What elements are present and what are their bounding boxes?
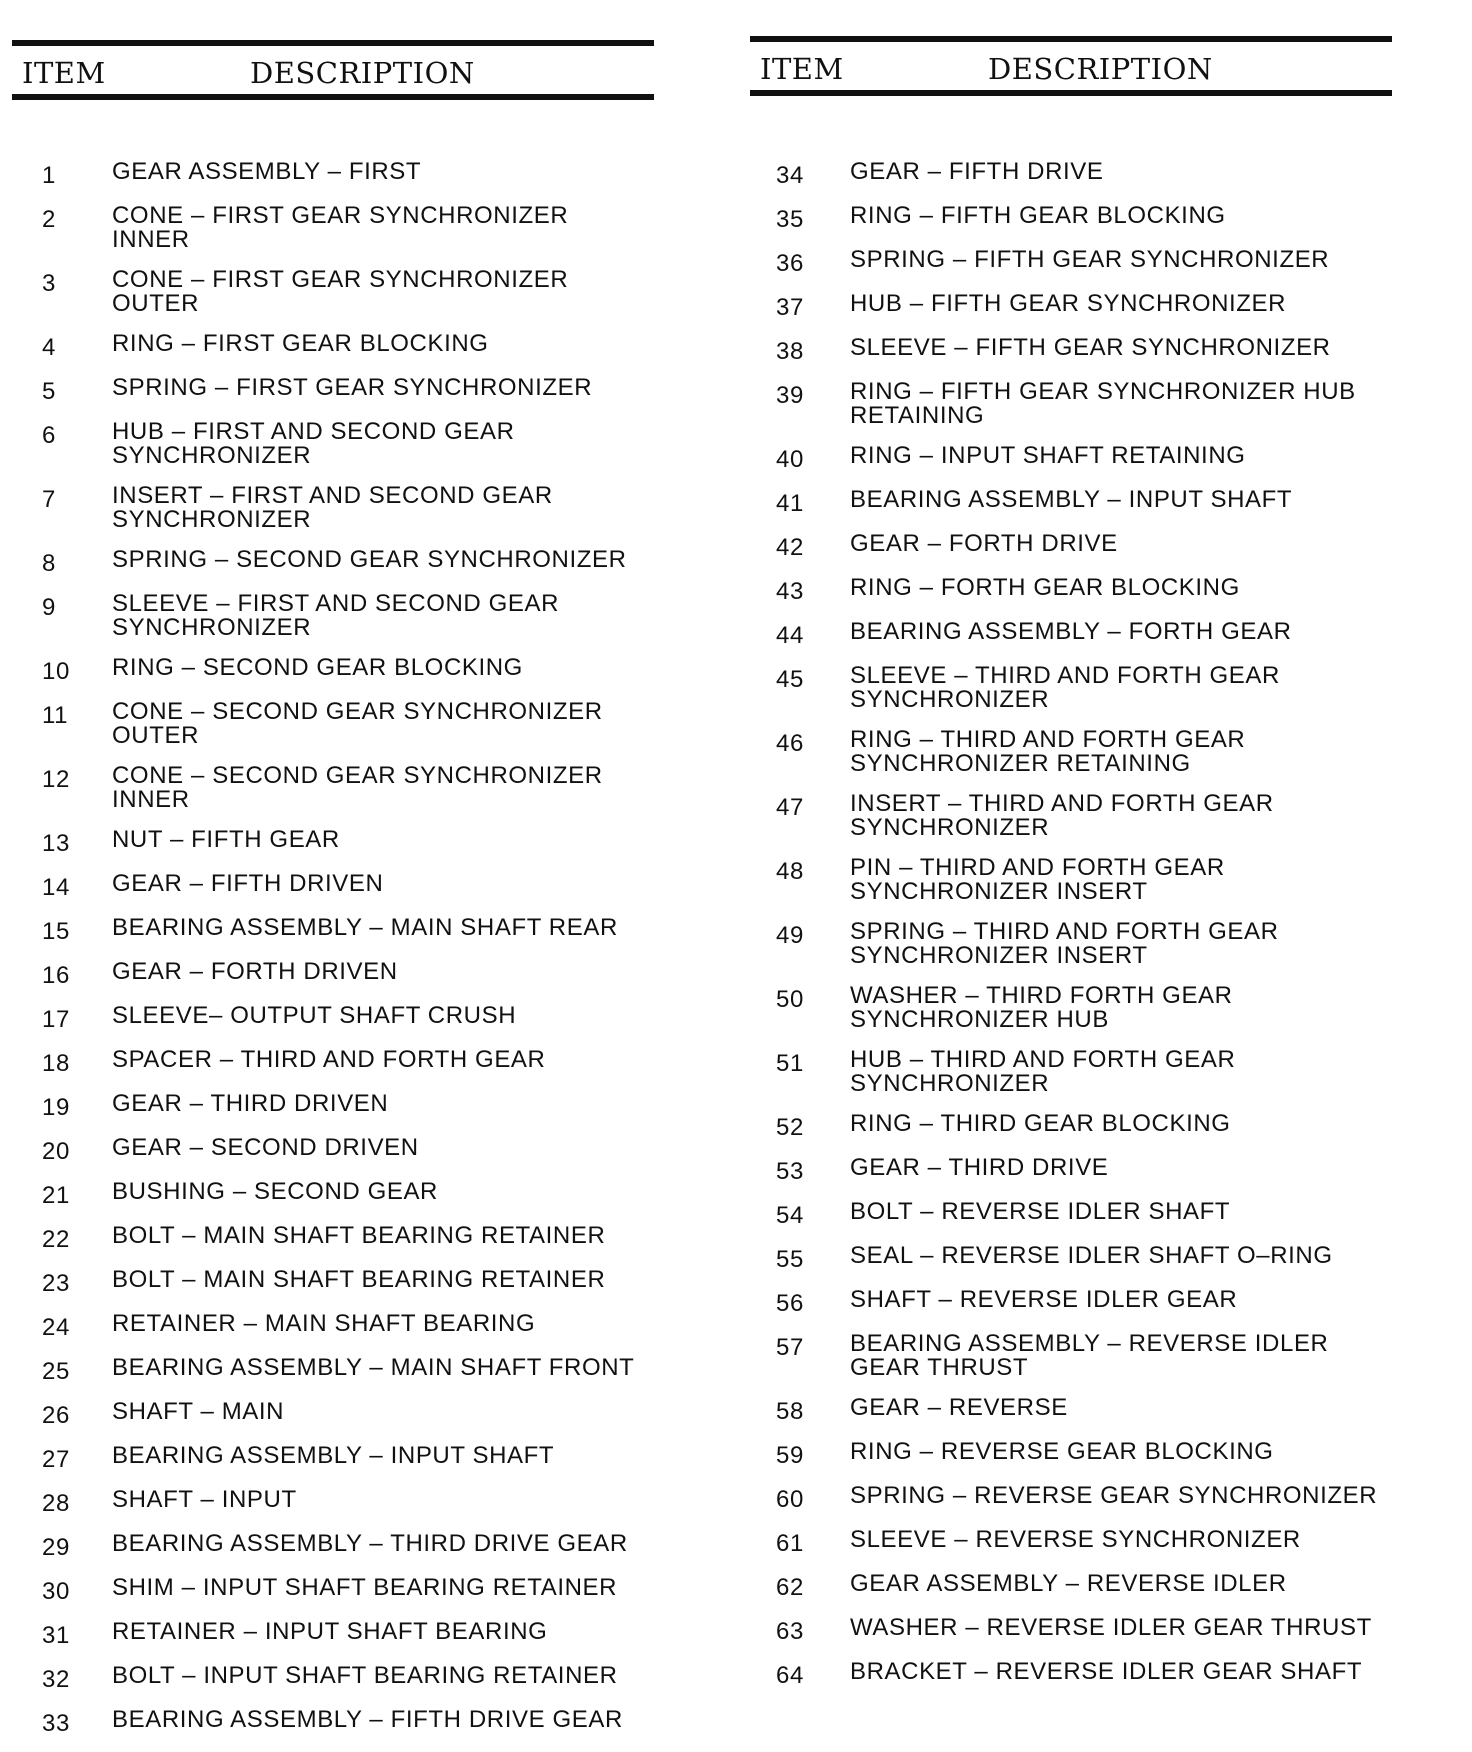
item-description: BEARING ASSEMBLY – INPUT SHAFT (112, 1442, 555, 1469)
item-number: 29 (42, 1534, 70, 1561)
item-description: BEARING ASSEMBLY – REVERSE IDLER GEAR THRUST (850, 1330, 1329, 1381)
table-row (750, 1156, 1392, 1184)
table-row (750, 920, 1392, 968)
item-number: 40 (776, 446, 804, 473)
item-description: SLEEVE – FIFTH GEAR SYNCHRONIZER (850, 334, 1331, 361)
table-row (750, 292, 1392, 320)
description-column-header: DESCRIPTION (250, 56, 475, 90)
item-number: 16 (42, 962, 70, 989)
item-number: 39 (776, 382, 804, 409)
table-row (12, 916, 654, 944)
table-header (12, 40, 654, 100)
item-number: 44 (776, 622, 804, 649)
item-column-header: ITEM (760, 52, 844, 86)
item-description: SHIM – INPUT SHAFT BEARING RETAINER (112, 1574, 618, 1601)
item-description: CONE – SECOND GEAR SYNCHRONIZER OUTER (112, 698, 603, 749)
item-number: 7 (42, 486, 56, 513)
table-row (12, 332, 654, 360)
item-number: 2 (42, 206, 56, 233)
table-row (12, 1708, 654, 1736)
table-row (750, 984, 1392, 1032)
item-description: SHAFT – MAIN (112, 1398, 285, 1425)
item-number: 61 (776, 1530, 804, 1557)
item-description: GEAR – FIFTH DRIVEN (112, 870, 384, 897)
table-header (750, 36, 1392, 96)
table-row (750, 1288, 1392, 1316)
item-description: CONE – SECOND GEAR SYNCHRONIZER INNER (112, 762, 603, 813)
item-number: 47 (776, 794, 804, 821)
item-description: BEARING ASSEMBLY – MAIN SHAFT FRONT (112, 1354, 635, 1381)
table-row (12, 592, 654, 640)
item-description: RING – THIRD GEAR BLOCKING (850, 1110, 1231, 1137)
table-row (12, 1532, 654, 1560)
item-number: 38 (776, 338, 804, 365)
item-number: 20 (42, 1138, 70, 1165)
item-description: BOLT – MAIN SHAFT BEARING RETAINER (112, 1266, 606, 1293)
table-row (12, 656, 654, 684)
item-description: GEAR ASSEMBLY – REVERSE IDLER (850, 1570, 1287, 1597)
table-row (12, 1224, 654, 1252)
table-row (12, 1092, 654, 1120)
item-number: 36 (776, 250, 804, 277)
item-description: RING – FIFTH GEAR SYNCHRONIZER HUB RETAINING (850, 378, 1356, 429)
item-number: 10 (42, 658, 70, 685)
item-description: SPRING – THIRD AND FORTH GEAR SYNCHRONIZER INSERT (850, 918, 1279, 969)
item-number: 27 (42, 1446, 70, 1473)
item-number: 26 (42, 1402, 70, 1429)
table-row (750, 1528, 1392, 1556)
item-description: SPRING – REVERSE GEAR SYNCHRONIZER (850, 1482, 1378, 1509)
item-number: 35 (776, 206, 804, 233)
parts-table-right (750, 36, 1392, 1689)
table-row (12, 1488, 654, 1516)
item-description: BEARING ASSEMBLY – THIRD DRIVE GEAR (112, 1530, 628, 1557)
item-number: 32 (42, 1666, 70, 1693)
item-number: 22 (42, 1226, 70, 1253)
item-description: BEARING ASSEMBLY – FIFTH DRIVE GEAR (112, 1706, 623, 1733)
item-description: HUB – FIFTH GEAR SYNCHRONIZER (850, 290, 1287, 317)
table-row (750, 380, 1392, 428)
item-description: RING – REVERSE GEAR BLOCKING (850, 1438, 1274, 1465)
item-number: 31 (42, 1622, 70, 1649)
item-description: HUB – THIRD AND FORTH GEAR SYNCHRONIZER (850, 1046, 1236, 1097)
item-number: 13 (42, 830, 70, 857)
item-number: 46 (776, 730, 804, 757)
item-description: BRACKET – REVERSE IDLER GEAR SHAFT (850, 1658, 1363, 1685)
item-description: RING – FIRST GEAR BLOCKING (112, 330, 489, 357)
item-description: SPRING – FIFTH GEAR SYNCHRONIZER (850, 246, 1330, 273)
item-number: 15 (42, 918, 70, 945)
item-description: BEARING ASSEMBLY – FORTH GEAR (850, 618, 1292, 645)
table-row (750, 532, 1392, 560)
table-row (750, 1112, 1392, 1140)
item-description: BOLT – INPUT SHAFT BEARING RETAINER (112, 1662, 618, 1689)
item-description: GEAR – FORTH DRIVEN (112, 958, 398, 985)
table-row (12, 268, 654, 316)
parts-list-left (12, 160, 654, 1752)
item-number: 14 (42, 874, 70, 901)
item-number: 28 (42, 1490, 70, 1517)
table-row (750, 204, 1392, 232)
description-column-header: DESCRIPTION (988, 52, 1213, 86)
table-row (750, 488, 1392, 516)
item-description: PIN – THIRD AND FORTH GEAR SYNCHRONIZER INSERT (850, 854, 1225, 905)
item-number: 41 (776, 490, 804, 517)
item-description: BEARING ASSEMBLY – INPUT SHAFT (850, 486, 1293, 513)
item-description: BOLT – REVERSE IDLER SHAFT (850, 1198, 1231, 1225)
item-number: 52 (776, 1114, 804, 1141)
item-description: GEAR – SECOND DRIVEN (112, 1134, 419, 1161)
item-description: RING – INPUT SHAFT RETAINING (850, 442, 1246, 469)
table-row (12, 376, 654, 404)
table-row (750, 1660, 1392, 1688)
table-row (12, 872, 654, 900)
table-row (750, 664, 1392, 712)
table-row (750, 620, 1392, 648)
item-number: 3 (42, 270, 56, 297)
item-description: RETAINER – MAIN SHAFT BEARING (112, 1310, 536, 1337)
item-number: 64 (776, 1662, 804, 1689)
table-row (12, 700, 654, 748)
item-description: SLEEVE– OUTPUT SHAFT CRUSH (112, 1002, 517, 1029)
item-number: 25 (42, 1358, 70, 1385)
item-number: 18 (42, 1050, 70, 1077)
item-description: SLEEVE – FIRST AND SECOND GEAR SYNCHRONIZER (112, 590, 560, 641)
item-number: 62 (776, 1574, 804, 1601)
item-number: 45 (776, 666, 804, 693)
item-description: CONE – FIRST GEAR SYNCHRONIZER INNER (112, 202, 569, 253)
item-number: 19 (42, 1094, 70, 1121)
table-row (12, 1620, 654, 1648)
item-number: 11 (42, 702, 69, 729)
item-number: 30 (42, 1578, 70, 1605)
table-row (750, 1440, 1392, 1468)
table-row (750, 1332, 1392, 1380)
table-row (12, 204, 654, 252)
item-description: CONE – FIRST GEAR SYNCHRONIZER OUTER (112, 266, 569, 317)
item-description: INSERT – FIRST AND SECOND GEAR SYNCHRONIZER (112, 482, 553, 533)
item-number: 43 (776, 578, 804, 605)
item-number: 6 (42, 422, 56, 449)
item-description: NUT – FIFTH GEAR (112, 826, 340, 853)
table-row (12, 1576, 654, 1604)
table-row (750, 444, 1392, 472)
table-row (750, 1396, 1392, 1424)
item-number: 9 (42, 594, 56, 621)
item-number: 59 (776, 1442, 804, 1469)
item-description: RING – FORTH GEAR BLOCKING (850, 574, 1240, 601)
item-description: BOLT – MAIN SHAFT BEARING RETAINER (112, 1222, 606, 1249)
item-number: 23 (42, 1270, 70, 1297)
item-number: 51 (776, 1050, 804, 1077)
table-row (750, 160, 1392, 188)
item-description: BEARING ASSEMBLY – MAIN SHAFT REAR (112, 914, 618, 941)
item-description: SLEEVE – THIRD AND FORTH GEAR SYNCHRONIZER (850, 662, 1280, 713)
item-description: SPACER – THIRD AND FORTH GEAR (112, 1046, 546, 1073)
table-row (12, 1048, 654, 1076)
item-column-header: ITEM (22, 56, 106, 90)
item-number: 12 (42, 766, 70, 793)
item-description: GEAR – THIRD DRIVE (850, 1154, 1109, 1181)
item-number: 34 (776, 162, 804, 189)
item-number: 48 (776, 858, 804, 885)
table-row (12, 764, 654, 812)
item-number: 17 (42, 1006, 70, 1033)
item-number: 55 (776, 1246, 804, 1273)
table-row (750, 248, 1392, 276)
parts-table-left (12, 40, 654, 1737)
item-number: 54 (776, 1202, 804, 1229)
table-row (12, 548, 654, 576)
parts-list-right (750, 160, 1392, 1704)
table-row (750, 1048, 1392, 1096)
table-row (750, 1200, 1392, 1228)
item-description: WASHER – REVERSE IDLER GEAR THRUST (850, 1614, 1372, 1641)
table-row (750, 1572, 1392, 1600)
table-row (12, 1180, 654, 1208)
item-description: BUSHING – SECOND GEAR (112, 1178, 438, 1205)
item-description: SPRING – FIRST GEAR SYNCHRONIZER (112, 374, 593, 401)
table-row (750, 336, 1392, 364)
item-number: 4 (42, 334, 56, 361)
table-row (750, 576, 1392, 604)
item-number: 5 (42, 378, 56, 405)
item-number: 50 (776, 986, 804, 1013)
table-row (750, 1244, 1392, 1272)
item-number: 24 (42, 1314, 70, 1341)
item-description: GEAR – REVERSE (850, 1394, 1068, 1421)
item-description: RING – FIFTH GEAR BLOCKING (850, 202, 1226, 229)
item-number: 63 (776, 1618, 804, 1645)
table-row (750, 1616, 1392, 1644)
table-row (12, 828, 654, 856)
item-description: SPRING – SECOND GEAR SYNCHRONIZER (112, 546, 627, 573)
item-description: GEAR – FIFTH DRIVE (850, 158, 1104, 185)
item-number: 21 (42, 1182, 70, 1209)
table-row (12, 1136, 654, 1164)
table-row (12, 1664, 654, 1692)
table-row (12, 1004, 654, 1032)
item-description: GEAR ASSEMBLY – FIRST (112, 158, 422, 185)
item-number: 8 (42, 550, 56, 577)
table-row (750, 1484, 1392, 1512)
table-row (12, 960, 654, 988)
item-number: 56 (776, 1290, 804, 1317)
table-row (12, 1268, 654, 1296)
item-number: 42 (776, 534, 804, 561)
item-number: 1 (42, 162, 56, 189)
table-row (12, 160, 654, 188)
item-description: SLEEVE – REVERSE SYNCHRONIZER (850, 1526, 1301, 1553)
item-description: RING – THIRD AND FORTH GEAR SYNCHRONIZER RETAINING (850, 726, 1246, 777)
table-row (750, 792, 1392, 840)
table-row (12, 1356, 654, 1384)
item-description: RING – SECOND GEAR BLOCKING (112, 654, 523, 681)
item-description: WASHER – THIRD FORTH GEAR SYNCHRONIZER HUB (850, 982, 1233, 1033)
table-row (12, 1400, 654, 1428)
item-number: 53 (776, 1158, 804, 1185)
table-row (12, 420, 654, 468)
item-number: 60 (776, 1486, 804, 1513)
item-number: 58 (776, 1398, 804, 1425)
table-row (750, 728, 1392, 776)
item-number: 37 (776, 294, 804, 321)
table-row (12, 484, 654, 532)
item-description: SHAFT – INPUT (112, 1486, 297, 1513)
item-description: SEAL – REVERSE IDLER SHAFT O–RING (850, 1242, 1333, 1269)
item-description: INSERT – THIRD AND FORTH GEAR SYNCHRONIZER (850, 790, 1274, 841)
table-row (12, 1444, 654, 1472)
table-row (12, 1312, 654, 1340)
item-description: GEAR – FORTH DRIVE (850, 530, 1118, 557)
item-description: HUB – FIRST AND SECOND GEAR SYNCHRONIZER (112, 418, 515, 469)
item-number: 33 (42, 1710, 70, 1737)
item-number: 57 (776, 1334, 804, 1361)
table-row (750, 856, 1392, 904)
item-number: 49 (776, 922, 804, 949)
item-description: RETAINER – INPUT SHAFT BEARING (112, 1618, 548, 1645)
item-description: GEAR – THIRD DRIVEN (112, 1090, 389, 1117)
item-description: SHAFT – REVERSE IDLER GEAR (850, 1286, 1238, 1313)
